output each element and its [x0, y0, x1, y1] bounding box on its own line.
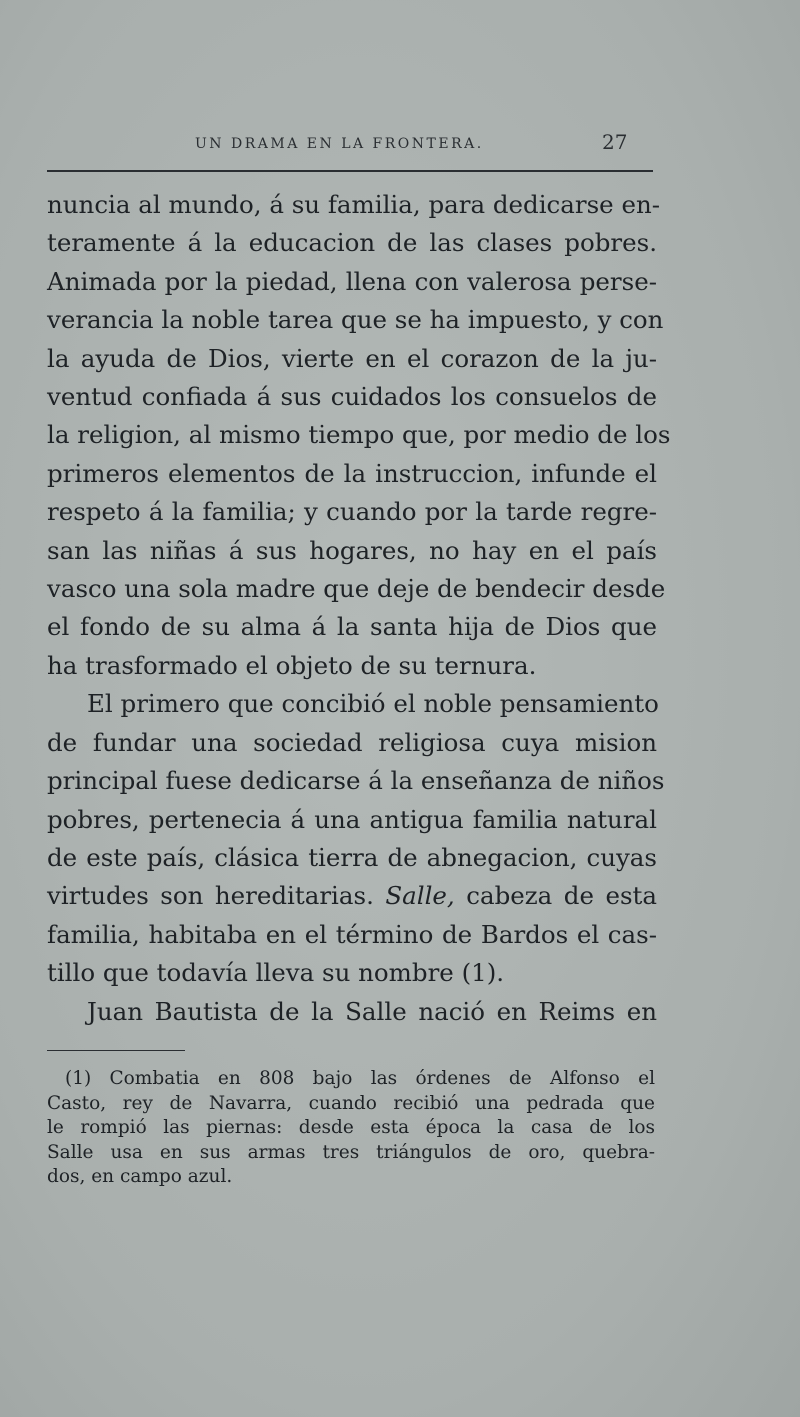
text-line: san las niñas á sus hogares, no hay en el país: [47, 535, 657, 565]
text-line: verancia la noble tarea que se ha impuesto, y con: [47, 305, 664, 335]
page-number: 27: [602, 130, 628, 154]
text-line: ha trasformado el objeto de su ternura.: [47, 650, 537, 680]
footnote-line: Salle usa en sus armas tres triángulos de oro, quebra-: [47, 1141, 655, 1163]
text-segment: virtudes son hereditarias.: [47, 881, 374, 911]
footnote-line: (1) Combatia en 808 bajo las órdenes de Alfonso el: [65, 1068, 655, 1089]
italic-name: Salle,: [385, 881, 455, 911]
text-line: de este país, clásica tierra de abnegacion, cuyas: [47, 842, 657, 872]
header-rule: [47, 170, 653, 172]
footnote-line: dos, en campo azul.: [47, 1166, 233, 1187]
text-line: teramente á la educacion de las clases pobres.: [47, 228, 657, 258]
footnote-rule: [47, 1050, 185, 1051]
text-line: principal fuese dedicarse á la enseñanza de niños: [47, 766, 665, 796]
text-line: tillo que todavía lleva su nombre (1).: [47, 958, 505, 988]
text-line: El primero que concibió el noble pensamiento: [87, 689, 659, 719]
text-line: vasco una sola madre que deje de bendecir desde: [47, 574, 666, 604]
text-line: el fondo de su alma á la santa hija de Dios que: [47, 612, 657, 642]
text-line: primeros elementos de la instruccion, infunde el: [47, 458, 657, 488]
text-line: pobres, pertenecia á una antigua familia natural: [47, 804, 657, 834]
footnote-line: Casto, rey de Navarra, cuando recibió una pedrada que: [47, 1092, 655, 1114]
text-line: la ayuda de Dios, vierte en el corazon de la ju-: [47, 343, 657, 373]
text-line: respeto á la familia; y cuando por la tarde regre-: [47, 497, 657, 527]
text-line: la religion, al mismo tiempo que, por medio de los: [47, 420, 671, 450]
footnote: [47, 1067, 655, 1190]
text-line: familia, habitaba en el término de Bardos el cas-: [47, 919, 657, 949]
text-line-mixed: [47, 877, 657, 915]
text-segment: cabeza de esta: [466, 881, 657, 911]
text-line: de fundar una sociedad religiosa cuya mision: [47, 727, 657, 757]
body-text: [47, 186, 671, 1031]
text-line: Animada por la piedad, llena con valerosa perse-: [47, 266, 657, 296]
footnote-line: le rompió las piernas: desde esta época la casa de los: [47, 1117, 655, 1138]
text-line: ventud confiada á sus cuidados los consuelos de: [47, 382, 657, 412]
text-line: Juan Bautista de la Salle nació en Reims en: [87, 996, 657, 1026]
running-title: UN DRAMA EN LA FRONTERA.: [195, 136, 484, 152]
text-line: nuncia al mundo, á su familia, para dedicarse en-: [47, 190, 661, 219]
